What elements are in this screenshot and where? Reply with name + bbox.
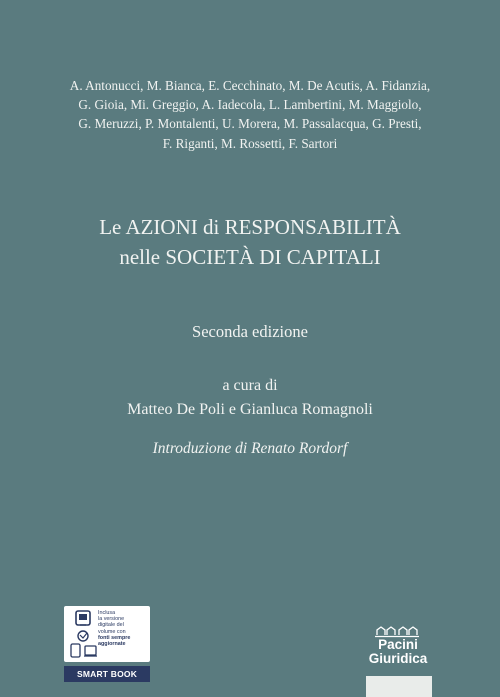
smartbook-text-line: Inclusa: [98, 610, 116, 616]
title-line-1: Le AZIONI di RESPONSABILITÀ: [99, 215, 401, 239]
curated-by-label: a cura di: [222, 377, 278, 394]
publisher-emblem-icon: [374, 624, 420, 638]
author-list: [0, 76, 500, 153]
author-line: A. Antonucci, M. Bianca, E. Cecchinato, M. De Acutis, A. Fidanzia,: [69, 78, 431, 93]
smartbook-bold-line: aggiornate: [98, 641, 126, 648]
editor-names: Matteo De Poli e Gianluca Romagnoli: [127, 401, 373, 418]
author-line: G. Meruzzi, P. Montalenti, U. Morera, M. Passalacqua, G. Presti,: [78, 116, 422, 132]
smartbook-description: [98, 610, 148, 647]
smartbook-card: [64, 606, 150, 662]
title-line-2: nelle SOCIETÀ DI CAPITALI: [119, 245, 381, 269]
author-line: F. Riganti, M. Rossetti, F. Sartori: [162, 135, 338, 151]
book-title: [0, 212, 500, 272]
publisher-name-line: Giuridica: [368, 651, 428, 666]
publisher-name: [360, 638, 436, 666]
editors-block: [0, 374, 500, 422]
smartbook-bold-line: fonti sempre: [98, 634, 131, 641]
smartbook-badge: [64, 606, 150, 686]
introduction-credit: Introduzione di Renato Rordorf: [152, 440, 348, 457]
digital-book-icon: [68, 608, 98, 660]
edition-label: Seconda edizione: [192, 322, 308, 341]
smartbook-text-line: volume con: [98, 628, 126, 635]
smartbook-text-line: digitale del: [98, 622, 124, 629]
author-line: G. Gioia, Mi. Greggio, A. Iadecola, L. Lambertini, M. Maggiolo,: [78, 97, 422, 113]
publisher-bar: [366, 676, 432, 697]
smartbook-label: SMART BOOK: [64, 666, 150, 682]
publisher-name-line: Pacini: [378, 637, 418, 652]
publisher-logo: [360, 624, 436, 674]
smartbook-text-line: la versione: [98, 616, 125, 623]
